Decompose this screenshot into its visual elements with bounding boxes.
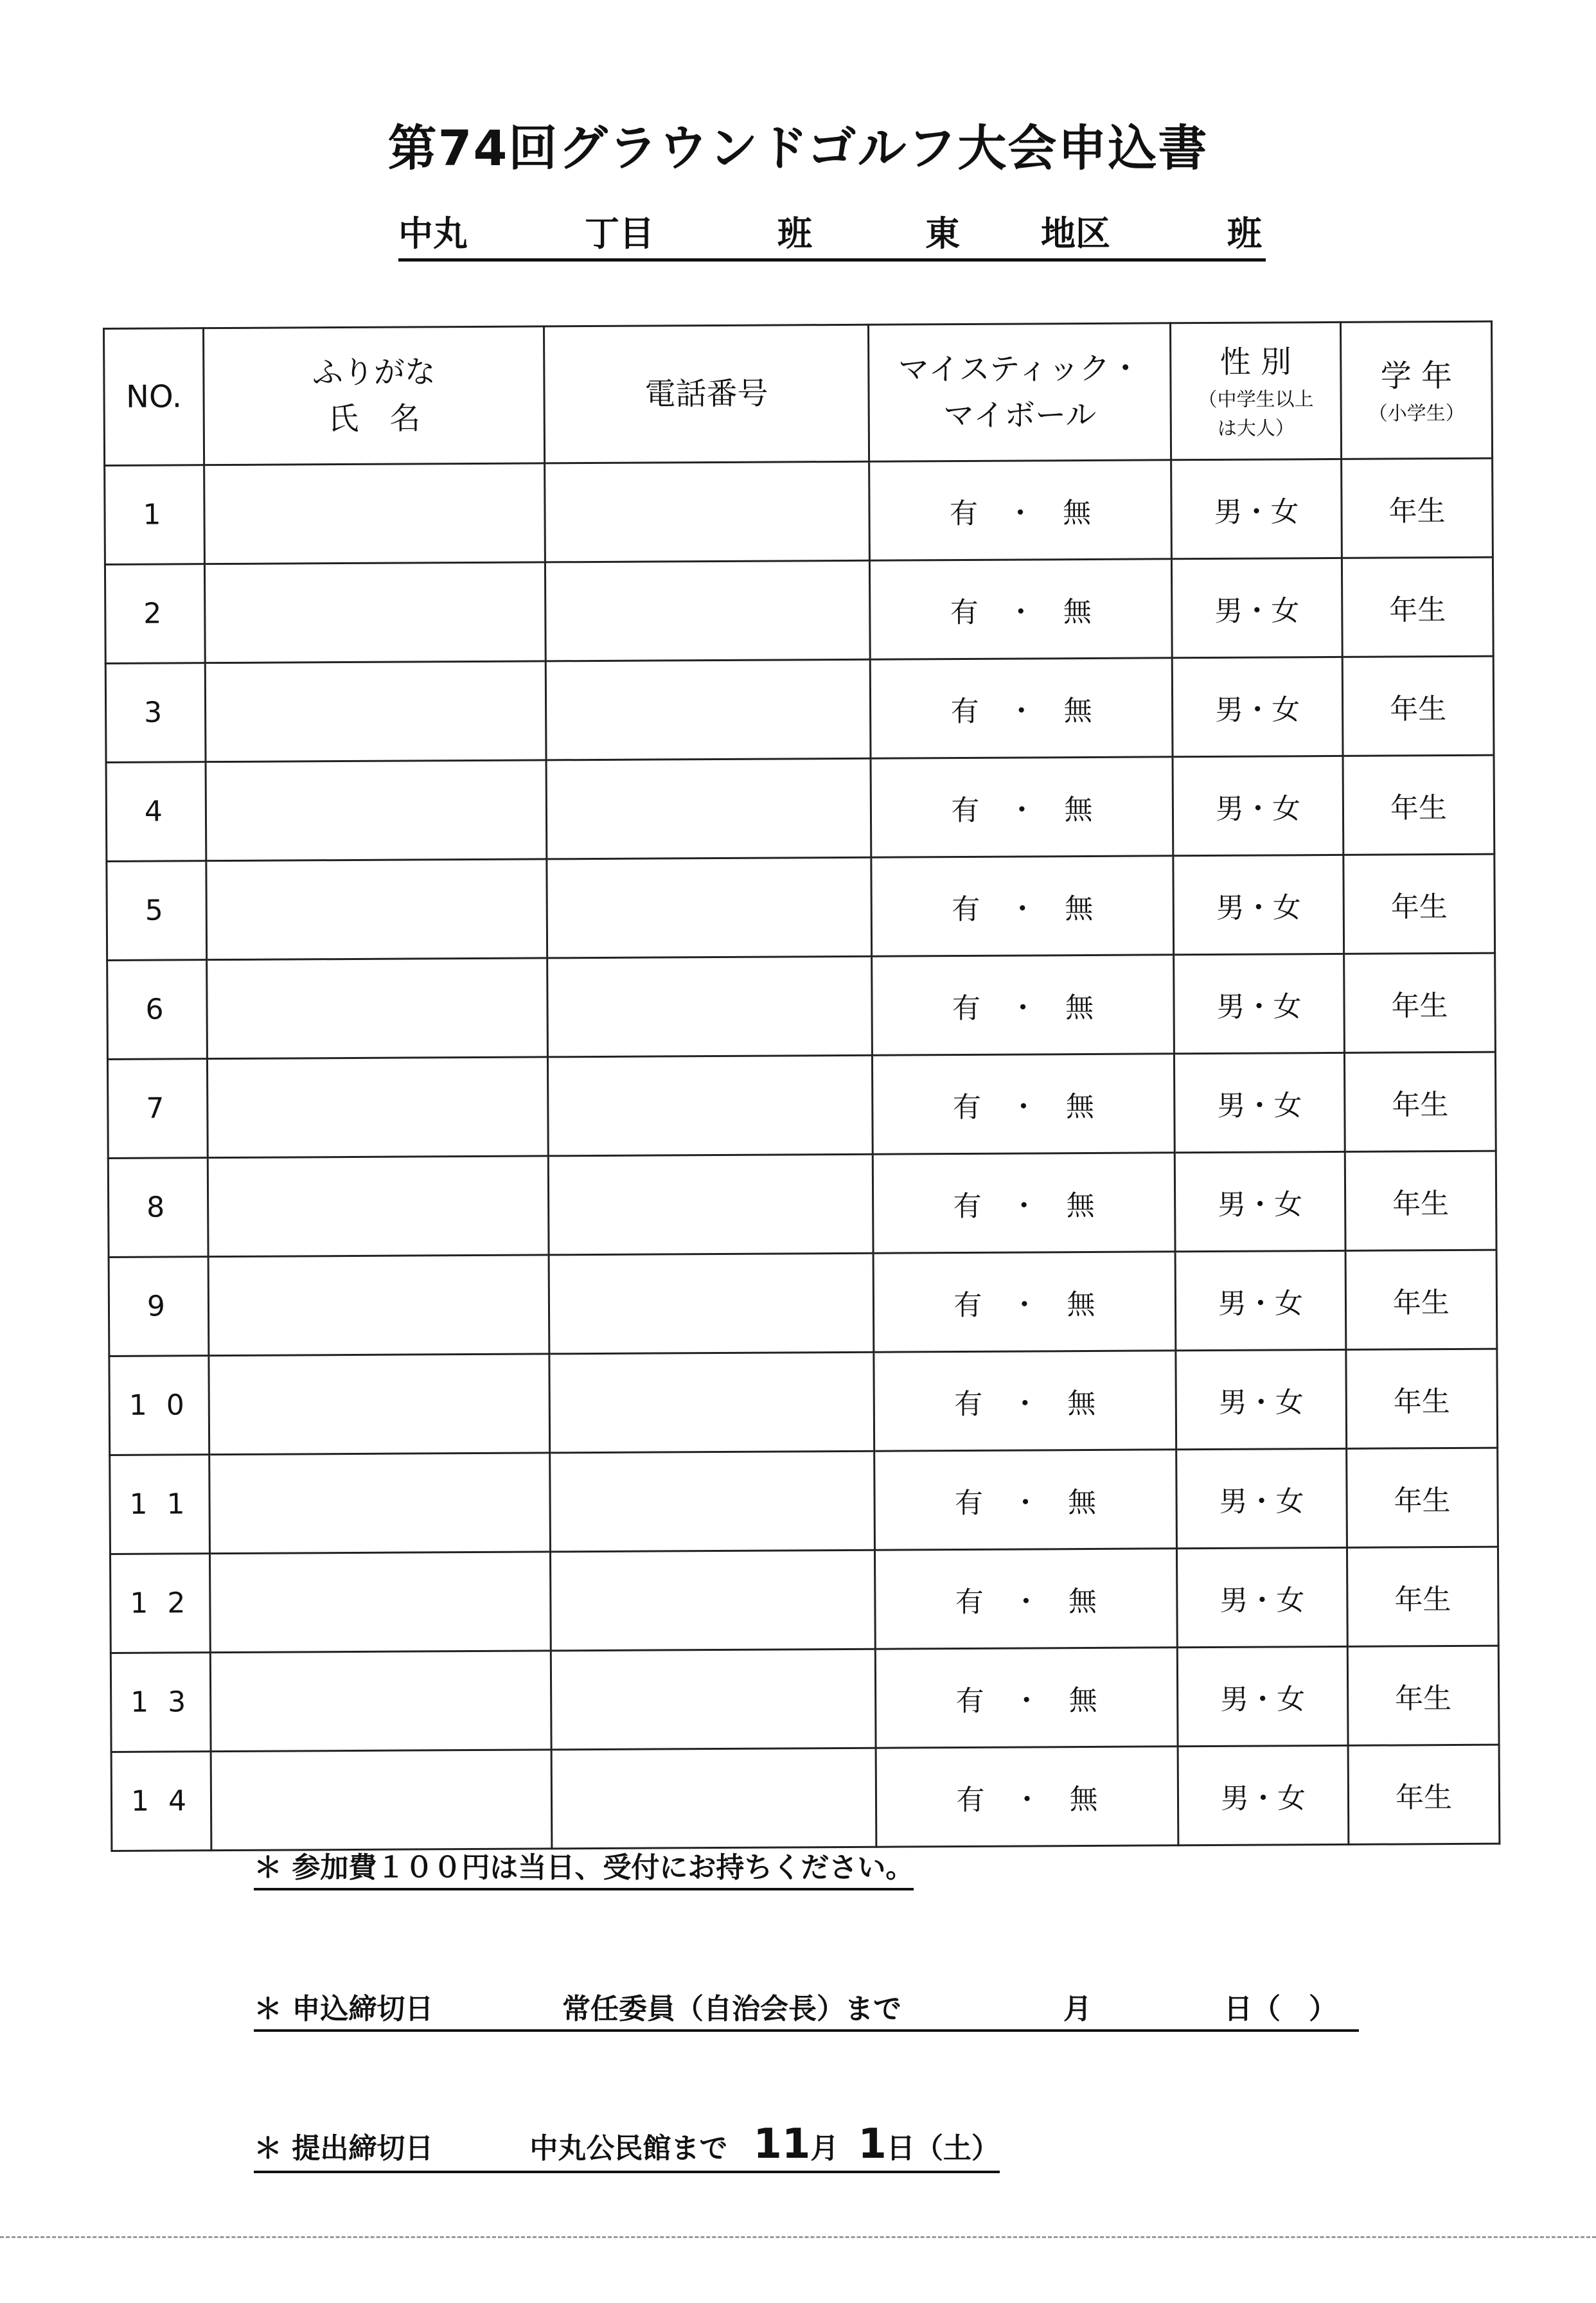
row-number: 4 — [106, 762, 206, 862]
mystick-cell[interactable] — [873, 1153, 1175, 1253]
mystick-dot: ・ — [1011, 1387, 1040, 1421]
application-table — [103, 321, 1500, 1852]
district-han: 班 — [777, 213, 812, 254]
table-row — [108, 1151, 1496, 1257]
mystick-yes[interactable]: 有 — [954, 1486, 984, 1520]
name-cell[interactable] — [209, 1354, 550, 1455]
mystick-yes[interactable]: 有 — [953, 1189, 982, 1223]
grade-cell[interactable]: 年生 — [1342, 656, 1494, 756]
header-grade — [1340, 321, 1492, 459]
header-mystick-line2: マイボール — [943, 396, 1097, 434]
name-cell[interactable] — [204, 463, 545, 564]
table-row — [110, 1547, 1498, 1653]
grade-cell[interactable]: 年生 — [1344, 1052, 1496, 1152]
table-row — [105, 656, 1494, 762]
header-name-label: 氏 名 — [328, 400, 421, 438]
row-number: 7 — [107, 1059, 208, 1159]
mystick-no[interactable]: 無 — [1065, 1090, 1095, 1123]
header-phone: 電話番号 — [544, 325, 869, 463]
mystick-dot: ・ — [1008, 892, 1037, 926]
mystick-no[interactable]: 無 — [1069, 1783, 1098, 1816]
mystick-yes[interactable]: 有 — [954, 1387, 983, 1421]
mystick-no[interactable]: 無 — [1067, 1288, 1095, 1321]
grade-cell[interactable]: 年生 — [1344, 953, 1496, 1053]
row-number: 3 — [105, 663, 206, 763]
phone-cell[interactable] — [546, 758, 871, 859]
phone-cell[interactable] — [550, 1451, 875, 1552]
grade-cell[interactable]: 年生 — [1343, 854, 1495, 954]
grade-cell[interactable]: 年生 — [1345, 1250, 1497, 1349]
sex-cell[interactable]: 男・女 — [1176, 1349, 1347, 1449]
table-row — [110, 1448, 1498, 1554]
mystick-dot: ・ — [1007, 694, 1036, 728]
table-row — [109, 1250, 1497, 1356]
header-sex-note1: （中学生以上 — [1198, 388, 1314, 412]
mystick-dot: ・ — [1011, 1486, 1040, 1520]
sex-cell[interactable]: 男・女 — [1178, 1745, 1349, 1845]
fee-note: ＊ 参加費１００円は当日、受付にお持ちください。 — [254, 1844, 914, 1890]
header-no: NO. — [104, 328, 204, 466]
sex-cell[interactable]: 男・女 — [1175, 1250, 1346, 1350]
table-row — [109, 1349, 1498, 1455]
mystick-cell[interactable] — [870, 658, 1173, 758]
submission-deadline-month-value: 11 — [753, 2121, 811, 2168]
row-number: 2 — [105, 564, 205, 664]
name-cell[interactable] — [210, 1651, 551, 1752]
phone-cell[interactable] — [545, 461, 870, 562]
name-cell[interactable] — [207, 1057, 548, 1158]
row-number: 6 — [107, 960, 208, 1060]
submission-deadline-text: 中丸公民館まで — [529, 2132, 728, 2165]
grade-cell[interactable]: 年生 — [1342, 458, 1493, 558]
submission-deadline-day-value: 1 — [858, 2121, 887, 2168]
grade-cell[interactable]: 年生 — [1345, 1151, 1496, 1250]
application-deadline-note — [254, 1986, 1359, 2032]
mystick-dot: ・ — [1010, 1288, 1039, 1322]
mystick-yes[interactable]: 有 — [952, 1090, 982, 1124]
name-cell[interactable] — [209, 1453, 551, 1554]
sex-cell[interactable]: 男・女 — [1173, 855, 1344, 954]
phone-cell[interactable] — [547, 1055, 873, 1156]
mystick-no[interactable]: 無 — [1064, 793, 1093, 826]
table-row — [105, 557, 1493, 663]
phone-cell[interactable] — [548, 1154, 873, 1255]
name-cell[interactable] — [208, 1255, 549, 1356]
phone-cell[interactable] — [549, 1253, 874, 1354]
application-deadline-text: 常任委員（自治会長）まで — [562, 1993, 901, 2025]
table-row — [106, 755, 1494, 861]
mystick-dot: ・ — [1013, 1783, 1042, 1817]
phone-cell[interactable] — [545, 560, 870, 661]
mystick-no[interactable]: 無 — [1065, 892, 1094, 925]
mystick-yes[interactable]: 有 — [955, 1684, 984, 1718]
mystick-yes[interactable]: 有 — [949, 497, 979, 530]
name-cell[interactable] — [208, 1156, 549, 1257]
row-number: 1 3 — [111, 1653, 211, 1752]
mystick-no[interactable]: 無 — [1063, 694, 1092, 727]
grade-cell[interactable]: 年生 — [1342, 557, 1493, 657]
mystick-cell[interactable] — [876, 1747, 1178, 1847]
name-cell[interactable] — [206, 760, 547, 861]
sex-cell[interactable]: 男・女 — [1174, 954, 1345, 1053]
table-row — [105, 458, 1493, 564]
grade-cell[interactable]: 年生 — [1346, 1349, 1498, 1448]
sex-cell[interactable]: 男・女 — [1174, 1053, 1345, 1152]
mystick-cell[interactable] — [875, 1648, 1178, 1748]
sex-cell[interactable]: 男・女 — [1171, 459, 1342, 558]
row-number: 5 — [107, 861, 207, 961]
phone-cell[interactable] — [547, 857, 872, 958]
grade-cell[interactable]: 年生 — [1347, 1448, 1498, 1547]
row-number: 9 — [109, 1257, 209, 1356]
submission-deadline-weekday: （土） — [914, 2132, 1000, 2165]
phone-cell[interactable] — [551, 1748, 876, 1849]
phone-cell[interactable] — [550, 1550, 875, 1651]
name-cell[interactable] — [205, 661, 546, 762]
mystick-yes[interactable]: 有 — [950, 695, 979, 728]
submission-deadline-note — [254, 2121, 1000, 2173]
sex-cell[interactable]: 男・女 — [1172, 657, 1343, 756]
table-row — [107, 953, 1496, 1059]
header-furigana: ふりがな — [312, 354, 436, 391]
mystick-cell[interactable] — [873, 1252, 1176, 1352]
sex-cell[interactable]: 男・女 — [1173, 756, 1343, 855]
header-grade-note: （小学生） — [1368, 402, 1465, 425]
district-chome: 丁目 — [585, 213, 654, 254]
header-name — [204, 326, 545, 465]
phone-cell[interactable] — [549, 1352, 874, 1453]
table-row — [107, 854, 1495, 960]
mystick-yes[interactable]: 有 — [951, 794, 980, 827]
header-row — [104, 321, 1493, 465]
mystick-dot: ・ — [1012, 1684, 1041, 1718]
mystick-yes[interactable]: 有 — [952, 991, 981, 1025]
header-sex-label: 性 別 — [1219, 344, 1292, 380]
submission-deadline-label: ＊ 提出締切日 — [254, 2132, 434, 2165]
mystick-no[interactable]: 無 — [1063, 595, 1092, 628]
phone-cell[interactable] — [551, 1649, 876, 1750]
header-mystick — [868, 323, 1171, 461]
sex-cell[interactable]: 男・女 — [1176, 1448, 1347, 1548]
header-sex — [1170, 322, 1341, 459]
row-number: 1 1 — [110, 1455, 210, 1554]
mystick-cell[interactable] — [871, 757, 1173, 857]
row-number: 1 — [105, 465, 205, 565]
mystick-cell[interactable] — [874, 1351, 1176, 1451]
mystick-no[interactable]: 無 — [1066, 1189, 1095, 1222]
mystick-no[interactable]: 無 — [1067, 1486, 1097, 1519]
header-sex-note2: は大人） — [1217, 417, 1295, 440]
row-number: 1 4 — [111, 1752, 211, 1851]
page-title: 第74回グラウンドゴルフ大会申込書 — [387, 120, 1209, 177]
application-deadline-month: 月 — [1063, 1993, 1092, 2025]
mystick-cell[interactable] — [869, 559, 1172, 659]
mystick-dot: ・ — [1009, 1090, 1038, 1124]
grade-cell[interactable]: 年生 — [1348, 1745, 1500, 1844]
table-row — [111, 1745, 1500, 1851]
grade-cell[interactable]: 年生 — [1343, 755, 1494, 855]
phone-cell[interactable] — [545, 659, 871, 760]
mystick-cell[interactable] — [874, 1450, 1177, 1550]
mystick-yes[interactable]: 有 — [950, 596, 979, 629]
phone-cell[interactable] — [547, 956, 873, 1057]
grade-cell[interactable]: 年生 — [1347, 1547, 1498, 1646]
mystick-yes[interactable]: 有 — [952, 893, 980, 926]
mystick-yes[interactable]: 有 — [953, 1288, 982, 1322]
sex-cell[interactable]: 男・女 — [1175, 1152, 1345, 1251]
name-cell[interactable] — [206, 859, 547, 960]
district-area-han: 班 — [1227, 213, 1262, 254]
district-area: 地区 — [1041, 213, 1110, 254]
sex-cell[interactable]: 男・女 — [1171, 558, 1342, 657]
row-number: 1 2 — [110, 1554, 210, 1653]
mystick-cell[interactable] — [872, 1054, 1175, 1154]
table-row — [111, 1646, 1499, 1752]
name-cell[interactable] — [207, 958, 548, 1059]
mystick-dot: ・ — [1009, 1189, 1038, 1223]
district-line — [398, 212, 1266, 262]
name-cell[interactable] — [209, 1552, 551, 1653]
mystick-dot: ・ — [1007, 793, 1036, 827]
mystick-yes[interactable]: 有 — [956, 1783, 985, 1817]
district-east: 東 — [925, 213, 960, 254]
name-cell[interactable] — [204, 562, 545, 663]
mystick-yes[interactable]: 有 — [955, 1585, 984, 1619]
row-number: 8 — [108, 1158, 208, 1258]
header-mystick-line1: マイスティック・ — [898, 350, 1141, 388]
header-grade-label: 学 年 — [1380, 357, 1453, 395]
mystick-cell[interactable] — [871, 856, 1174, 956]
mystick-dot: ・ — [1006, 496, 1035, 530]
mystick-no[interactable]: 無 — [1062, 496, 1092, 529]
name-cell[interactable] — [211, 1750, 552, 1851]
application-deadline-day: 日（ ） — [1224, 1993, 1337, 2025]
table-row — [107, 1052, 1496, 1158]
sex-cell[interactable]: 男・女 — [1177, 1646, 1348, 1746]
scan-edge-line — [0, 2236, 1596, 2238]
row-number: 1 0 — [109, 1356, 209, 1455]
submission-deadline-month: 月 — [810, 2132, 839, 2165]
sex-cell[interactable]: 男・女 — [1176, 1547, 1347, 1647]
district-town: 中丸 — [398, 213, 468, 254]
grade-cell[interactable]: 年生 — [1347, 1646, 1499, 1745]
mystick-dot: ・ — [1011, 1585, 1041, 1619]
mystick-cell[interactable] — [869, 460, 1172, 560]
mystick-no[interactable]: 無 — [1065, 991, 1094, 1024]
submission-deadline-day: 日 — [886, 2132, 915, 2165]
mystick-cell[interactable] — [872, 955, 1175, 1055]
mystick-no[interactable]: 無 — [1068, 1684, 1097, 1717]
mystick-dot: ・ — [1008, 991, 1038, 1025]
mystick-dot: ・ — [1006, 595, 1035, 629]
application-deadline-label: ＊ 申込締切日 — [254, 1993, 434, 2025]
mystick-no[interactable]: 無 — [1067, 1387, 1096, 1420]
mystick-cell[interactable] — [874, 1549, 1177, 1649]
mystick-no[interactable]: 無 — [1068, 1585, 1097, 1618]
